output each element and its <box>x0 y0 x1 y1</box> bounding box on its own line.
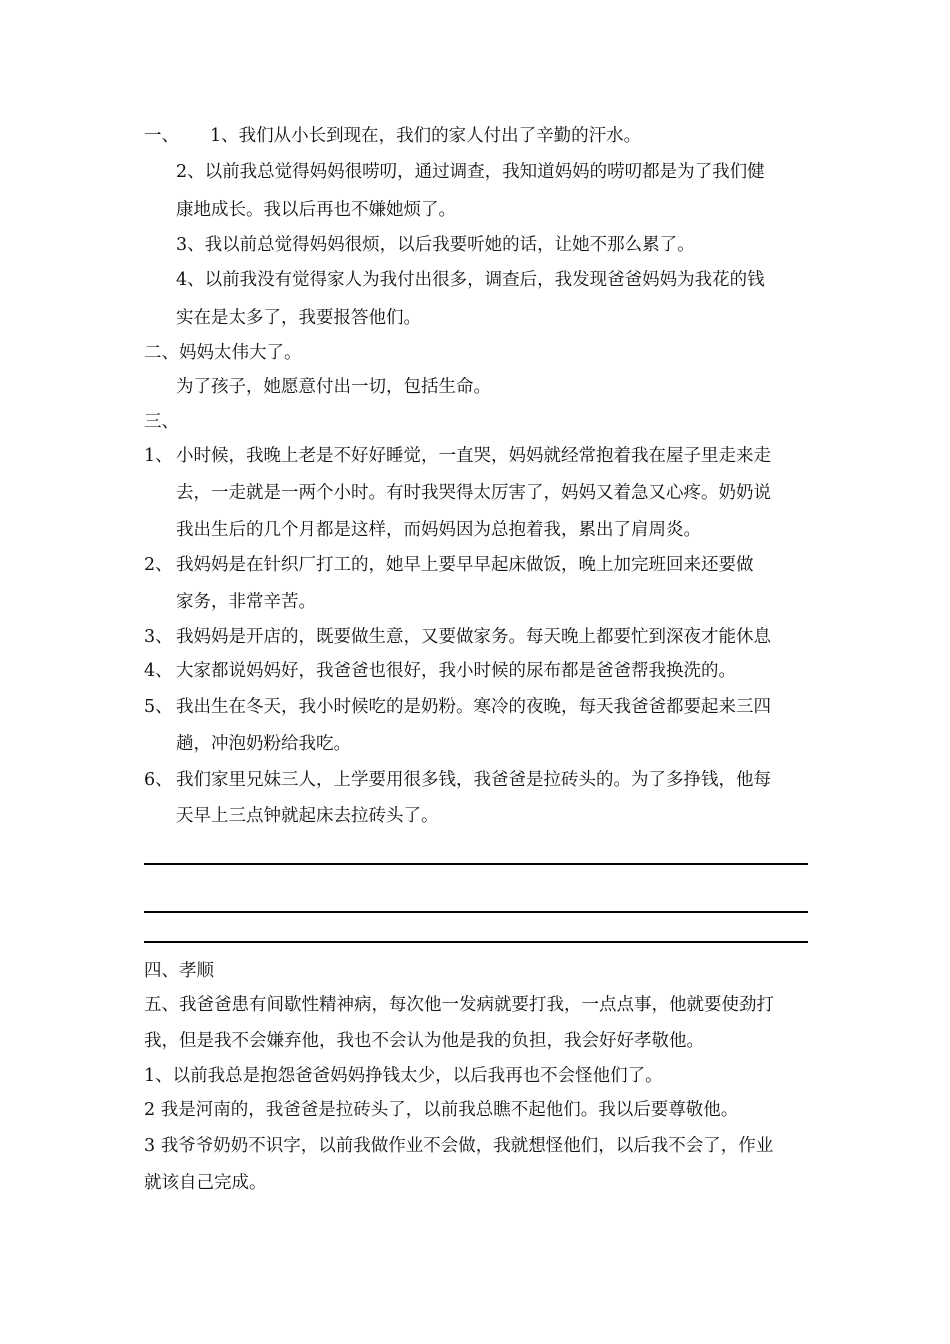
s3-item2-line1: 我妈妈是在针织厂打工的，她早上要早早起床做饭，晚上加完班回来还要做 <box>176 555 754 575</box>
divider-rule-2 <box>144 911 808 913</box>
s3-item3-line1: 我妈妈是开店的，既要做生意，又要做家务。每天晚上都要忙到深夜才能休息 <box>176 627 771 647</box>
s5-item3-line1: 3 我爷爷奶奶不识字，以前我做作业不会做，我就想怪他们，以后我不会了，作业 <box>144 1136 774 1156</box>
section2-body: 为了孩子，她愿意付出一切，包括生命。 <box>176 377 491 397</box>
divider-rule-3 <box>144 941 808 943</box>
s3-item5-num: 5、 <box>144 697 173 717</box>
section2-heading: 二、妈妈太伟大了。 <box>144 343 302 363</box>
s1-item2-line2: 康地成长。我以后再也不嫌她烦了。 <box>176 200 456 220</box>
s3-item4-num: 4、 <box>144 661 173 681</box>
s3-item6-line2: 天早上三点钟就起床去拉砖头了。 <box>176 806 439 826</box>
s1-item4-line1: 4、以前我没有觉得家人为我付出很多，调查后，我发现爸爸妈妈为我花的钱 <box>176 270 765 290</box>
s3-item2-num: 2、 <box>144 555 173 575</box>
s3-item6-num: 6、 <box>144 770 173 790</box>
s1-item2-line1: 2、以前我总觉得妈妈很唠叨，通过调查，我知道妈妈的唠叨都是为了我们健 <box>176 162 765 182</box>
s5-item2-line1: 2 我是河南的，我爸爸是拉砖头了，以前我总瞧不起他们。我以后要尊敬他。 <box>144 1100 739 1120</box>
section1-marker: 一、 <box>144 126 179 146</box>
s3-item4-line1: 大家都说妈妈好，我爸爸也很好，我小时候的尿布都是爸爸帮我换洗的。 <box>176 661 736 681</box>
s3-item5-line2: 趟，冲泡奶粉给我吃。 <box>176 734 351 754</box>
s3-item1-num: 1、 <box>144 446 173 466</box>
s3-item1-line1: 小时候，我晚上老是不好好睡觉，一直哭，妈妈就经常抱着我在屋子里走来走 <box>176 446 771 466</box>
s3-item1-line3: 我出生后的几个月都是这样，而妈妈因为总抱着我，累出了肩周炎。 <box>176 520 701 540</box>
s3-item5-line1: 我出生在冬天，我小时候吃的是奶粉。寒冷的夜晚，每天我爸爸都要起来三四 <box>176 697 771 717</box>
s5-item1-line1: 1、以前我总是抱怨爸爸妈妈挣钱太少，以后我再也不会怪他们了。 <box>144 1066 663 1086</box>
s3-item6-line1: 我们家里兄妹三人，上学要用很多钱，我爸爸是拉砖头的。为了多挣钱，他每 <box>176 770 771 790</box>
s1-item1-line1: 1、我们从小长到现在，我们的家人付出了辛勤的汗水。 <box>210 126 642 146</box>
s5-item3-line2: 就该自己完成。 <box>144 1173 267 1193</box>
s1-item4-line2: 实在是太多了，我要报答他们。 <box>176 308 421 328</box>
s1-item3-line1: 3、我以前总觉得妈妈很烦，以后我要听她的话，让她不那么累了。 <box>176 235 695 255</box>
section4-heading: 四、孝顺 <box>144 961 214 981</box>
s3-item3-num: 3、 <box>144 627 173 647</box>
section5-line2: 我，但是我不会嫌弃他，我也不会认为他是我的负担，我会好好孝敬他。 <box>144 1031 704 1051</box>
s3-item1-line2: 去，一走就是一两个小时。有时我哭得太厉害了，妈妈又着急又心疼。奶奶说 <box>176 483 771 503</box>
section5-line1: 五、我爸爸患有间歇性精神病，每次他一发病就要打我，一点点事，他就要使劲打 <box>144 995 774 1015</box>
section3-heading: 三、 <box>144 412 179 432</box>
divider-rule-1 <box>144 863 808 865</box>
s3-item2-line2: 家务，非常辛苦。 <box>176 592 316 612</box>
